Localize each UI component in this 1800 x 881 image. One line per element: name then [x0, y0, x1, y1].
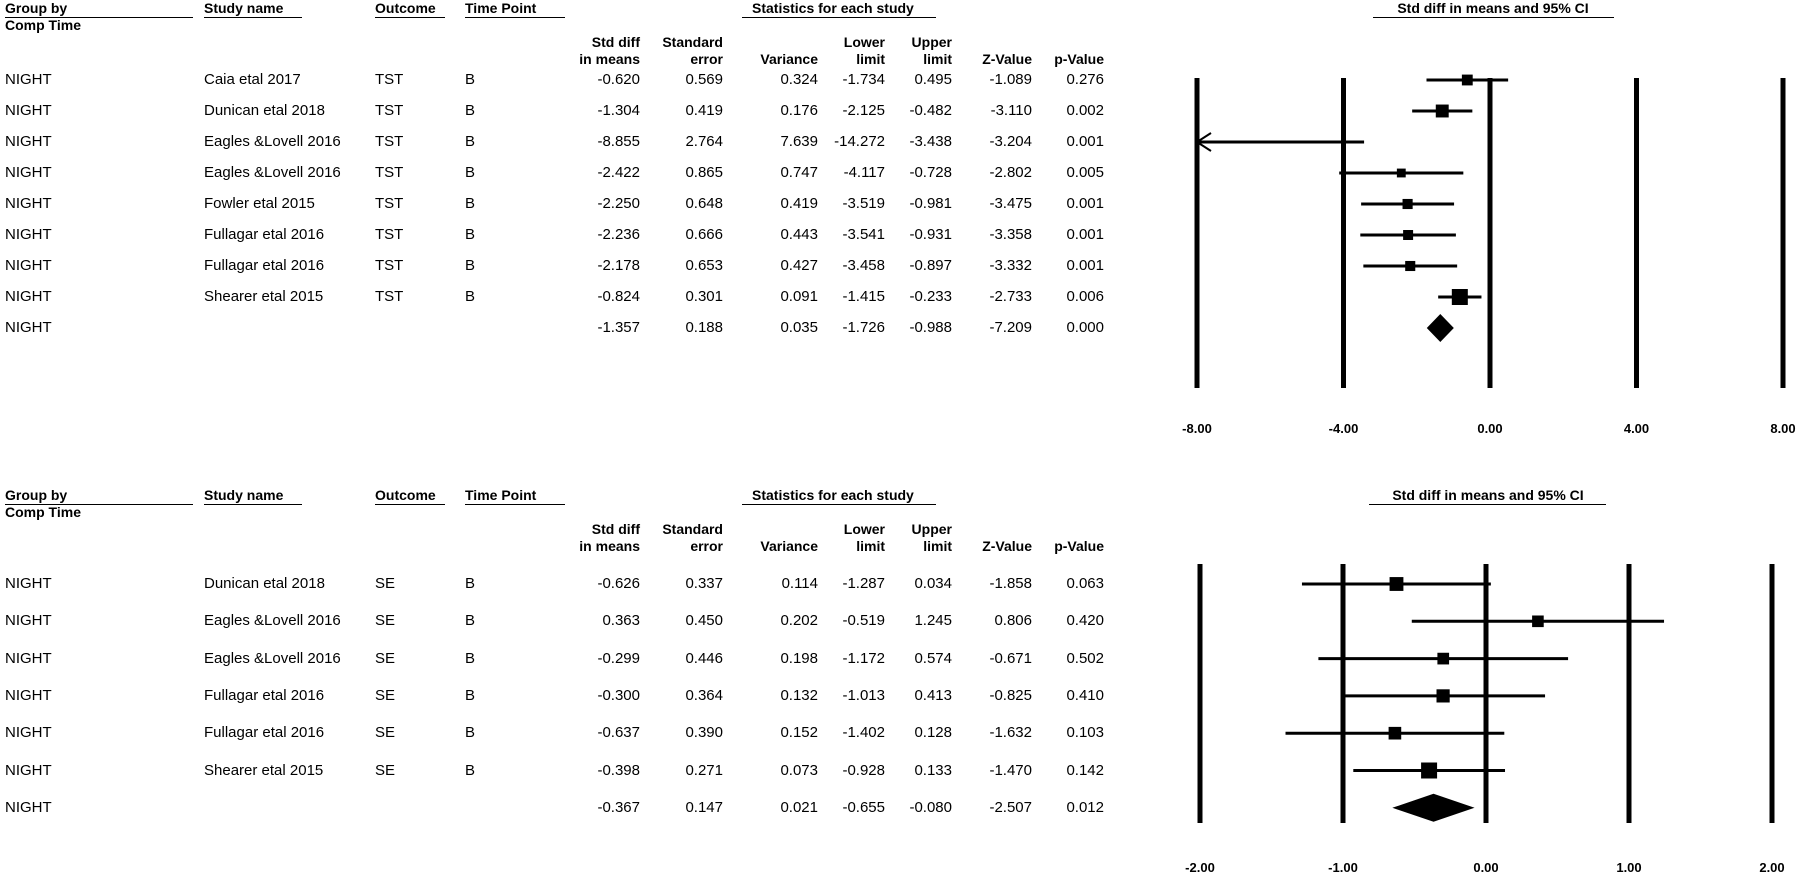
group-cell: NIGHT: [5, 612, 52, 630]
axis-tick-label: 0.00: [1477, 421, 1503, 436]
group-cell: NIGHT: [5, 575, 52, 592]
stat-cell: 0.443: [780, 226, 818, 243]
column-header-line1: Std diff: [591, 521, 640, 537]
column-header-line2: Z-Value: [982, 51, 1032, 67]
stat-cell: 0.001: [1066, 226, 1104, 243]
point-estimate-square: [1397, 169, 1406, 178]
column-header-line2: Variance: [760, 51, 818, 67]
stat-cell: 0.063: [1066, 575, 1104, 592]
column-header-line2: limit: [923, 51, 952, 67]
study-name-cell: Eagles &Lovell 2016: [204, 649, 341, 667]
summary-diamond: [1392, 794, 1474, 822]
plot-title: Std diff in means and 95% CI: [1392, 487, 1584, 503]
stat-cell: -1.470: [989, 761, 1032, 779]
stat-cell: 0.324: [780, 71, 818, 88]
outcome-cell: TST: [375, 257, 404, 274]
point-estimate-square: [1436, 105, 1449, 118]
point-estimate-square: [1403, 199, 1413, 209]
stat-cell: -0.233: [909, 288, 952, 305]
outcome-cell: TST: [375, 102, 404, 119]
stat-cell: 0.337: [685, 575, 723, 592]
stats-title: Statistics for each study: [752, 487, 914, 503]
stat-cell: 1.245: [914, 612, 952, 630]
group-cell: NIGHT: [5, 195, 52, 212]
outcome-header: Outcome: [375, 487, 436, 503]
stat-cell: -3.110: [990, 102, 1032, 119]
stat-cell: 0.002: [1066, 102, 1104, 119]
comp-time-header: Comp Time: [5, 504, 81, 520]
study-name-cell: Eagles &Lovell 2016: [204, 612, 341, 630]
stat-cell: -1.632: [989, 724, 1032, 742]
stat-cell: -3.204: [989, 133, 1032, 150]
stat-cell: 0.427: [780, 257, 818, 274]
time-point-cell: B: [465, 649, 476, 667]
stat-cell: 0.001: [1066, 257, 1104, 274]
stat-cell: 0.073: [780, 761, 818, 779]
stat-cell: -3.475: [989, 195, 1032, 212]
stat-cell: -1.415: [842, 288, 885, 305]
column-header-line2: error: [690, 51, 723, 67]
outcome-cell: SE: [375, 724, 396, 742]
stat-cell: -0.637: [597, 724, 640, 742]
stat-cell: 0.271: [685, 761, 723, 779]
stat-cell: -1.726: [842, 319, 885, 336]
point-estimate-square: [1437, 653, 1449, 665]
stat-cell: -0.519: [842, 612, 885, 630]
axis-tick-label: -1.00: [1328, 860, 1358, 875]
stat-cell: -3.358: [989, 226, 1032, 243]
axis-tick-label: 2.00: [1759, 860, 1785, 875]
time-point-header: Time Point: [465, 487, 537, 503]
study-name-cell: Dunican etal 2018: [204, 575, 325, 592]
stat-cell: -2.250: [597, 195, 640, 212]
stat-cell: 0.103: [1066, 724, 1104, 742]
group-by-header: Group by: [5, 487, 68, 503]
group-cell: NIGHT: [5, 257, 52, 274]
stat-cell: -2.733: [989, 288, 1032, 305]
stat-cell: -1.172: [842, 649, 885, 667]
stat-cell: 0.413: [914, 686, 952, 704]
point-estimate-square: [1532, 615, 1544, 627]
plot-title: Std diff in means and 95% CI: [1397, 0, 1589, 16]
time-point-cell: B: [465, 226, 476, 243]
stat-cell: 7.639: [780, 133, 818, 150]
column-header-line1: Std diff: [591, 34, 640, 50]
stat-cell: -0.728: [909, 164, 952, 181]
study-name-cell: Caia etal 2017: [204, 71, 301, 88]
stat-cell: -0.367: [597, 798, 640, 816]
time-point-cell: B: [465, 133, 476, 150]
stat-cell: 0.419: [685, 102, 723, 119]
group-cell: NIGHT: [5, 164, 52, 181]
point-estimate-square: [1421, 763, 1437, 779]
group-cell: NIGHT: [5, 724, 52, 742]
column-header-line2: Variance: [760, 538, 818, 554]
comp-time-header: Comp Time: [5, 17, 81, 33]
stat-cell: -1.013: [842, 686, 885, 704]
outcome-cell: SE: [375, 575, 396, 592]
stat-cell: 0.363: [602, 612, 640, 630]
point-estimate-square: [1462, 75, 1473, 86]
stat-cell: -14.272: [834, 133, 885, 150]
stat-cell: -0.988: [909, 319, 952, 336]
column-header-line2: error: [690, 538, 723, 554]
study-name-cell: Dunican etal 2018: [204, 102, 325, 119]
stat-cell: -8.855: [597, 133, 640, 150]
stat-cell: 0.419: [780, 195, 818, 212]
stat-cell: 0.005: [1066, 164, 1104, 181]
group-cell: NIGHT: [5, 288, 52, 305]
stat-cell: 0.865: [685, 164, 723, 181]
stat-cell: 2.764: [685, 133, 723, 150]
study-name-cell: Fullagar etal 2016: [204, 686, 325, 704]
outcome-cell: SE: [375, 612, 396, 630]
stat-cell: -0.299: [597, 649, 640, 667]
stat-cell: 0.648: [685, 195, 723, 212]
stat-cell: -1.287: [842, 575, 885, 592]
outcome-cell: SE: [375, 649, 396, 667]
stat-cell: -2.802: [989, 164, 1032, 181]
outcome-cell: TST: [375, 164, 404, 181]
stat-cell: -0.655: [842, 798, 885, 816]
column-header-line1: Upper: [911, 521, 952, 537]
stat-cell: 0.574: [914, 649, 952, 667]
stat-cell: -0.482: [909, 102, 952, 119]
stat-cell: -3.438: [909, 133, 952, 150]
stat-cell: -1.304: [597, 102, 640, 119]
study-name-cell: Fullagar etal 2016: [204, 257, 325, 274]
axis-tick-label: 1.00: [1616, 860, 1642, 875]
stat-cell: -2.507: [989, 798, 1032, 816]
time-point-cell: B: [465, 102, 476, 119]
stat-cell: 0.495: [914, 71, 952, 88]
stat-cell: -1.858: [989, 575, 1032, 592]
column-header-line2: in means: [579, 51, 640, 67]
stat-cell: -0.398: [597, 761, 640, 779]
outcome-cell: TST: [375, 195, 404, 212]
group-cell: NIGHT: [5, 71, 52, 88]
point-estimate-square: [1389, 727, 1402, 740]
outcome-cell: TST: [375, 133, 404, 150]
summary-diamond: [1427, 314, 1454, 342]
stat-cell: -0.928: [842, 761, 885, 779]
time-point-cell: B: [465, 686, 476, 704]
stat-cell: 0.035: [780, 319, 818, 336]
stat-cell: -0.626: [597, 575, 640, 592]
point-estimate-square: [1390, 577, 1404, 591]
stat-cell: 0.364: [685, 686, 723, 704]
time-point-cell: B: [465, 288, 476, 305]
axis-tick-label: 8.00: [1770, 421, 1796, 436]
outcome-header: Outcome: [375, 0, 436, 16]
group-cell: NIGHT: [5, 798, 52, 816]
column-header-line2: limit: [856, 51, 885, 67]
stat-cell: 0.147: [685, 798, 723, 816]
stat-cell: 0.188: [685, 319, 723, 336]
stat-cell: -0.897: [909, 257, 952, 274]
stat-cell: 0.390: [685, 724, 723, 742]
column-header-line1: Lower: [843, 34, 885, 50]
study-name-cell: Shearer etal 2015: [204, 761, 324, 779]
time-point-cell: B: [465, 612, 476, 630]
stat-cell: 0.128: [914, 724, 952, 742]
stat-cell: -0.671: [989, 649, 1032, 667]
stat-cell: -3.541: [842, 226, 885, 243]
point-estimate-square: [1405, 261, 1415, 271]
time-point-cell: B: [465, 71, 476, 88]
stat-cell: 0.666: [685, 226, 723, 243]
column-header-line2: limit: [923, 538, 952, 554]
stat-cell: 0.000: [1066, 319, 1104, 336]
stat-cell: 0.142: [1066, 761, 1104, 779]
outcome-cell: SE: [375, 686, 396, 704]
outcome-cell: SE: [375, 761, 396, 779]
stat-cell: 0.133: [914, 761, 952, 779]
group-cell: NIGHT: [5, 319, 52, 336]
study-name-cell: Fullagar etal 2016: [204, 226, 325, 243]
stat-cell: 0.410: [1066, 686, 1104, 704]
study-name-header: Study name: [204, 487, 284, 503]
outcome-cell: TST: [375, 288, 404, 305]
time-point-cell: B: [465, 257, 476, 274]
stat-cell: 0.276: [1066, 71, 1104, 88]
study-name-cell: Eagles &Lovell 2016: [204, 133, 341, 150]
stat-cell: -3.458: [842, 257, 885, 274]
stat-cell: -1.089: [989, 71, 1032, 88]
stat-cell: 0.006: [1066, 288, 1104, 305]
stat-cell: 0.034: [914, 575, 952, 592]
stat-cell: -0.620: [597, 71, 640, 88]
study-name-cell: Fowler etal 2015: [204, 195, 315, 212]
column-header-line2: p-Value: [1054, 538, 1104, 554]
column-header-line1: Upper: [911, 34, 952, 50]
stat-cell: 0.747: [780, 164, 818, 181]
stat-cell: -2.178: [597, 257, 640, 274]
axis-tick-label: 0.00: [1473, 860, 1499, 875]
stat-cell: 0.806: [994, 612, 1032, 630]
stat-cell: -2.236: [597, 226, 640, 243]
stat-cell: -1.402: [842, 724, 885, 742]
stat-cell: -0.825: [989, 686, 1032, 704]
column-header-line1: Standard: [662, 34, 723, 50]
group-cell: NIGHT: [5, 686, 52, 704]
study-name-cell: Shearer etal 2015: [204, 288, 324, 305]
stat-cell: -2.422: [597, 164, 640, 181]
stat-cell: -4.117: [843, 164, 885, 181]
point-estimate-square: [1452, 289, 1468, 305]
stat-cell: -3.519: [842, 195, 885, 212]
column-header-line2: Z-Value: [982, 538, 1032, 554]
group-cell: NIGHT: [5, 102, 52, 119]
stat-cell: -0.824: [597, 288, 640, 305]
stat-cell: 0.502: [1066, 649, 1104, 667]
stat-cell: 0.012: [1066, 798, 1104, 816]
stat-cell: 0.132: [780, 686, 818, 704]
stat-cell: 0.198: [780, 649, 818, 667]
stat-cell: -1.357: [597, 319, 640, 336]
stat-cell: -3.332: [989, 257, 1032, 274]
stat-cell: -0.300: [597, 686, 640, 704]
time-point-header: Time Point: [465, 0, 537, 16]
stat-cell: -0.080: [909, 798, 952, 816]
stat-cell: 0.152: [780, 724, 818, 742]
group-cell: NIGHT: [5, 133, 52, 150]
axis-tick-label: -4.00: [1328, 421, 1359, 436]
stat-cell: 0.446: [685, 649, 723, 667]
stat-cell: -0.931: [909, 226, 952, 243]
group-cell: NIGHT: [5, 649, 52, 667]
group-by-header: Group by: [5, 0, 68, 16]
study-name-header: Study name: [204, 0, 284, 16]
stat-cell: -1.734: [842, 71, 885, 88]
axis-tick-label: -2.00: [1185, 860, 1215, 875]
column-header-line1: Standard: [662, 521, 723, 537]
stat-cell: 0.176: [780, 102, 818, 119]
outcome-cell: TST: [375, 71, 404, 88]
group-cell: NIGHT: [5, 761, 52, 779]
column-header-line2: limit: [856, 538, 885, 554]
stats-title: Statistics for each study: [752, 0, 914, 16]
stat-cell: 0.301: [685, 288, 723, 305]
time-point-cell: B: [465, 761, 476, 779]
stat-cell: -0.981: [909, 195, 952, 212]
stat-cell: 0.202: [780, 612, 818, 630]
stat-cell: 0.420: [1066, 612, 1104, 630]
time-point-cell: B: [465, 195, 476, 212]
time-point-cell: B: [465, 724, 476, 742]
stat-cell: 0.001: [1066, 133, 1104, 150]
stat-cell: -7.209: [989, 319, 1032, 336]
study-name-cell: Fullagar etal 2016: [204, 724, 325, 742]
stat-cell: 0.450: [685, 612, 723, 630]
column-header-line2: p-Value: [1054, 51, 1104, 67]
stat-cell: 0.569: [685, 71, 723, 88]
stat-cell: -2.125: [842, 102, 885, 119]
axis-tick-label: -8.00: [1182, 421, 1212, 436]
axis-tick-label: 4.00: [1623, 421, 1650, 436]
outcome-cell: TST: [375, 226, 404, 243]
column-header-line1: Lower: [843, 521, 885, 537]
stat-cell: 0.114: [781, 575, 818, 592]
stat-cell: 0.653: [685, 257, 723, 274]
stat-cell: 0.001: [1066, 195, 1104, 212]
point-estimate-square: [1403, 230, 1413, 240]
point-estimate-square: [1437, 689, 1450, 702]
stat-cell: 0.021: [780, 798, 818, 816]
stat-cell: 0.091: [780, 288, 818, 305]
time-point-cell: B: [465, 575, 476, 592]
group-cell: NIGHT: [5, 226, 52, 243]
study-name-cell: Eagles &Lovell 2016: [204, 164, 341, 181]
column-header-line2: in means: [579, 538, 640, 554]
time-point-cell: B: [465, 164, 476, 181]
